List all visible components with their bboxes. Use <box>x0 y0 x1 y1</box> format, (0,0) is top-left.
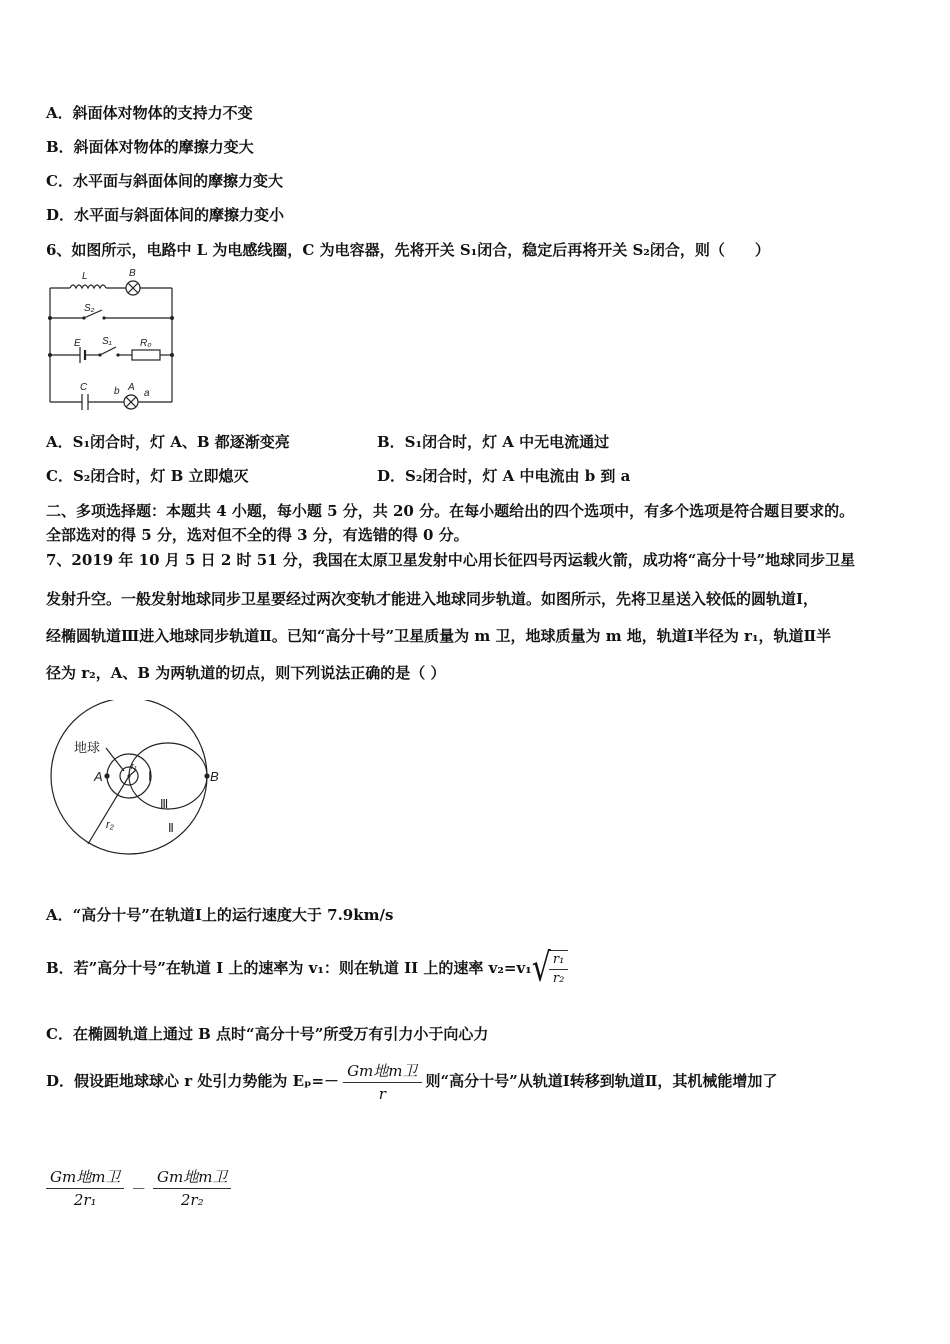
frac-denominator: 2r₁ <box>73 1191 97 1209</box>
q7-option-c: C．在椭圆轨道上通过 B 点时“高分十号”所受万有引力小于向心力 <box>46 1025 489 1043</box>
label-orbit-2: Ⅱ <box>168 821 174 835</box>
sqrt-sign: √ <box>531 945 551 992</box>
label-orbit-1: Ⅰ <box>148 769 152 784</box>
q6-option-a: A．S₁闭合时，灯 A、B 都逐渐变亮 <box>46 433 290 451</box>
q7-stem-line2: 发射升空。一般发射地球同步卫星要经过两次变轨才能进入地球同步轨道。如图所示，先将卫星送入较低的圆轨道Ⅰ， <box>46 590 819 608</box>
q7-option-b-fraction <box>549 950 568 988</box>
q7-stem-line4: 径为 r₂，A、B 为两轨道的切点，则下列说法正确的是（ ） <box>46 664 446 682</box>
q5-option-a: A．斜面体对物体的支持力不变 <box>46 104 253 122</box>
label-A: A <box>128 382 135 393</box>
answer-fraction-1 <box>46 1166 124 1211</box>
frac-denominator: 2r₂ <box>180 1191 204 1209</box>
section2-heading-line1: 二、多项选择题：本题共 4 小题，每小题 5 分，共 20 分。在每小题给出的四个选项中，有多个选项是符合题目要求的。 <box>46 502 855 520</box>
q7-option-a: A．“高分十号”在轨道Ⅰ上的运行速度大于 7.9km/s <box>46 906 394 924</box>
label-point-b: B <box>210 769 219 784</box>
frac-denominator: r <box>378 1084 386 1103</box>
frac-numerator: r₁ <box>549 951 568 970</box>
minus-sign: － <box>131 1179 147 1198</box>
circuit-diagram <box>44 266 179 412</box>
q6-option-c: C．S₂闭合时，灯 B 立即熄灭 <box>46 467 249 485</box>
label-R0: R₀ <box>140 338 152 349</box>
frac-denominator: r₂ <box>552 971 565 986</box>
q7-option-d-suffix: 则“高分十号”从轨道Ⅰ转移到轨道Ⅱ，其机械能增加了 <box>425 1072 778 1090</box>
q7-answer-expression <box>46 1166 231 1211</box>
label-r2: r₂ <box>106 819 114 831</box>
section2-heading-line2: 全部选对的得 5 分，选对但不全的得 3 分，有选错的得 0 分。 <box>46 526 469 544</box>
label-earth: 地球 <box>74 740 101 755</box>
label-C: C <box>80 382 88 393</box>
label-a: a <box>144 388 150 399</box>
answer-fraction-2 <box>153 1166 231 1211</box>
q7-stem-line3: 经椭圆轨道Ⅲ进入地球同步轨道Ⅱ。已知“高分十号”卫星质量为 m 卫，地球质量为 m 地，轨道Ⅰ半径为 r₁，轨道Ⅱ半 <box>46 627 832 645</box>
label-L: L <box>82 271 88 282</box>
q5-option-b: B．斜面体对物体的摩擦力变大 <box>46 138 254 156</box>
q7-option-b <box>46 946 568 990</box>
q5-option-c: C．水平面与斜面体间的摩擦力变大 <box>46 172 283 190</box>
label-S2: S₂ <box>84 303 95 314</box>
q6-stem: 6、如图所示，电路中 L 为电感线圈，C 为电容器，先将开关 S₁闭合，稳定后再将开关 S₂闭合，则（ ） <box>46 241 770 259</box>
label-r1: r₁ <box>131 761 137 771</box>
q7-stem-line1: 7、2019 年 10 月 5 日 2 时 51 分，我国在太原卫星发射中心用长征四号丙运载火箭，成功将“高分十号”地球同步卫星 <box>46 551 856 569</box>
label-S1: S₁ <box>102 336 112 347</box>
frac-numerator: Gm地m卫 <box>343 1060 421 1083</box>
frac-numerator: Gm地m卫 <box>46 1166 124 1189</box>
label-orbit-3: Ⅲ <box>160 797 169 811</box>
q6-option-b: B．S₁闭合时，灯 A 中无电流通过 <box>377 433 610 451</box>
label-point-a: A <box>94 769 103 784</box>
q5-option-d: D．水平面与斜面体间的摩擦力变小 <box>46 206 285 224</box>
orbit-diagram <box>44 700 224 860</box>
q7-option-b-text: B．若”高分十号”在轨道 I 上的速率为 v₁：则在轨道 II 上的速率 v₂=v₁ <box>46 959 532 977</box>
q7-option-d <box>46 1056 777 1106</box>
label-b: b <box>114 386 120 397</box>
q7-option-d-prefix: D．假设距地球球心 r 处引力势能为 Eₚ=－ <box>46 1072 340 1090</box>
label-B: B <box>129 268 136 279</box>
frac-numerator: Gm地m卫 <box>153 1166 231 1189</box>
label-E: E <box>74 338 81 349</box>
q7-option-d-fraction <box>343 1060 421 1105</box>
q6-option-d: D．S₂闭合时，灯 A 中电流由 b 到 a <box>377 467 631 485</box>
